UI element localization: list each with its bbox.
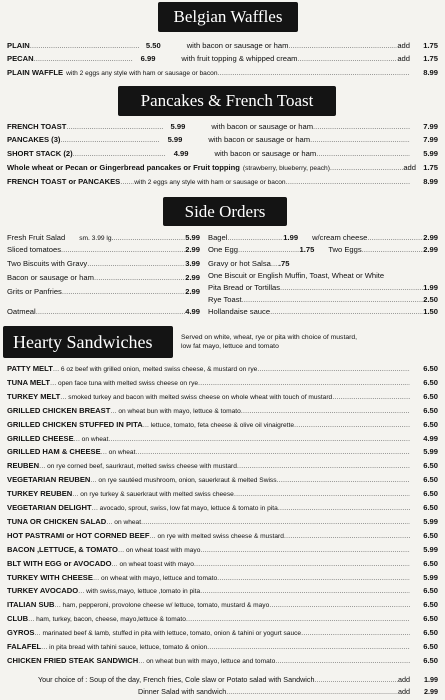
leader-dots — [110, 405, 116, 416]
sandwich-price: 6.50 — [423, 405, 438, 415]
leader-dots — [238, 244, 300, 255]
item-name: Pita Bread or Tortillas — [208, 283, 281, 292]
footer-price: 2.99 — [424, 687, 438, 696]
leader-dots — [39, 460, 45, 471]
leader-dots — [200, 544, 410, 555]
leader-dots — [36, 306, 186, 317]
subtitle-line: low fat mayo, lettuce and tomato — [181, 343, 279, 350]
leader-dots — [41, 641, 47, 652]
sandwich-price: 6.50 — [423, 600, 438, 610]
leader-dots — [73, 148, 167, 159]
sandwich-row — [7, 363, 438, 375]
item-extra: w/cream cheese — [312, 233, 368, 242]
sandwich-name: GRILLED CHICKEN BREAST — [7, 405, 111, 415]
item-price: 2.99 — [185, 273, 200, 282]
item-price: 1.75 — [299, 245, 315, 254]
sandwich-price: 6.50 — [423, 558, 438, 568]
sandwich-name: VEGETARIAN REUBEN — [7, 475, 91, 485]
add-label: add — [397, 54, 410, 63]
addon-price: 7.99 — [423, 122, 438, 131]
sandwich-desc: marinated beef & lamb, stuffed in pita with lettuce, tomato, onion & tahini or yogurt sauce — [42, 630, 302, 638]
leader-dots — [278, 502, 410, 513]
leader-dots — [314, 674, 398, 685]
sandwich-name: FALAFEL — [7, 642, 42, 651]
sandwich-desc: on wheat toast with mayo — [119, 560, 194, 568]
item-name: FRENCH TOAST — [7, 122, 67, 131]
sandwich-row — [7, 474, 438, 486]
addon-price: 5.99 — [423, 149, 438, 158]
leader-dots — [207, 641, 410, 652]
leader-dots — [61, 244, 185, 255]
sides-header — [163, 197, 287, 226]
leader-dots — [92, 502, 98, 513]
waffles-title: Belgian Waffles — [173, 7, 283, 26]
sandwich-name: GRILLED CHEESE — [7, 433, 74, 443]
leader-dots — [217, 572, 410, 583]
pancakes-header — [118, 86, 336, 116]
addon-price: 1.75 — [423, 41, 438, 50]
sandwich-price: 5.99 — [423, 544, 438, 554]
sandwich-row — [7, 391, 438, 403]
sandwich-price: 6.50 — [423, 475, 438, 485]
sandwich-row — [7, 405, 438, 417]
sandwich-row — [7, 446, 438, 458]
sandwich-name: VEGETARIAN DELIGHT — [7, 503, 92, 512]
footer-text: Your choice of : Soup of the day, French fries, Cole slaw or Potato salad with Sandwich — [38, 675, 315, 684]
item-price: 4.99 — [173, 149, 189, 158]
leader-dots — [367, 232, 423, 243]
sandwich-price: 4.99 — [423, 433, 438, 443]
sandwich-price: 6.50 — [423, 642, 438, 651]
leader-dots — [113, 232, 185, 243]
extra-price: 2.99 — [423, 245, 438, 254]
menu-row — [7, 40, 438, 51]
item-name: Grits or Panfries — [7, 287, 62, 296]
sandwiches-title: Hearty Sandwiches — [13, 332, 153, 352]
item-name: Bagel — [208, 233, 228, 242]
leader-dots — [118, 544, 124, 555]
leader-dots — [301, 627, 410, 638]
leader-dots — [198, 377, 410, 388]
sandwich-desc: ham, turkey, bacon, cheese, mayo,lettuce & tomato — [36, 616, 186, 624]
sandwich-desc: ham, pepperoni, provolone cheese w/ lettuce, tomato, mustard & mayo — [62, 602, 270, 610]
leader-dots — [28, 613, 34, 624]
leader-dots — [72, 488, 78, 499]
leader-dots — [280, 282, 423, 293]
extra-price: 2.99 — [423, 233, 439, 242]
sandwich-price: 6.50 — [423, 419, 438, 429]
sandwich-name: REUBEN — [7, 461, 40, 471]
add-label: add — [398, 675, 410, 684]
leader-dots — [60, 391, 66, 402]
leader-dots — [55, 599, 61, 610]
menu-row — [208, 244, 438, 255]
sandwich-row — [7, 502, 438, 514]
sandwich-price: 5.99 — [423, 572, 438, 582]
leader-dots — [316, 148, 410, 159]
item-price: 5.99 — [185, 233, 200, 242]
sandwich-desc: on rye corned beef, saurkraut, melted swiss cheese with mustard — [47, 463, 237, 471]
leader-dots — [60, 134, 160, 145]
leader-dots — [298, 53, 398, 64]
leader-dots — [108, 433, 410, 444]
item-price: 2.99 — [185, 287, 200, 296]
leader-dots — [217, 67, 410, 78]
sandwich-name: PATTY MELT — [7, 364, 53, 373]
sandwich-name: BLT WITH EGG or AVOCADO — [7, 558, 112, 568]
leader-dots — [50, 377, 56, 388]
leader-dots — [242, 294, 424, 305]
sandwich-price: 6.50 — [423, 614, 438, 624]
menu-row — [208, 306, 438, 317]
leader-dots — [194, 558, 410, 569]
item-extra: Two Eggs — [328, 245, 362, 254]
item-price: 5.50 — [145, 41, 161, 50]
leader-dots — [141, 516, 410, 527]
leader-dots — [30, 40, 139, 51]
sandwich-price: 6.50 — [423, 655, 438, 665]
sandwich-row — [7, 516, 438, 528]
item-name: One Egg — [208, 245, 238, 254]
sandwiches-subtitle — [181, 333, 441, 351]
subtitle-line: Served on white, wheat, rye or pita with choice of mustard, — [181, 334, 358, 341]
item-name: FRENCH TOAST or PANCAKES — [7, 177, 121, 186]
leader-dots — [234, 488, 410, 499]
leader-dots — [135, 446, 410, 457]
item-desc: with 2 eggs any style with ham or sausage or bacon — [134, 179, 286, 186]
sandwich-desc: on wheat — [108, 449, 136, 457]
sandwich-price: 6.50 — [423, 461, 438, 471]
leader-dots — [87, 258, 185, 269]
sandwich-desc: in pita bread with tahini sauce, lettuce, tomato & onion — [49, 644, 208, 651]
leader-dots — [74, 433, 80, 444]
sandwich-price: 6.50 — [423, 489, 438, 499]
item-name: Bacon or sausage or ham — [7, 273, 94, 282]
leader-dots — [111, 558, 117, 569]
item-price: 6.99 — [140, 54, 156, 63]
leader-dots — [66, 121, 163, 132]
item-extra: sm. 3.99 lg. — [79, 235, 114, 242]
sandwich-name: BACON ,LETTUCE, & TOMATO — [7, 544, 118, 554]
item-price: 8.99 — [423, 177, 438, 186]
sandwich-row — [7, 488, 438, 500]
item-addon: with bacon or sausage or ham — [214, 149, 317, 158]
sandwich-name: HOT PASTRAMI or HOT CORNED BEEF — [7, 530, 150, 540]
leader-dots — [288, 40, 397, 51]
leader-dots — [53, 363, 59, 374]
item-name: Sliced tomatoes — [7, 245, 62, 254]
item-addon: with bacon or sausage or ham — [186, 41, 289, 50]
item-name: Fresh Fruit Salad — [7, 233, 66, 242]
leader-dots — [332, 391, 410, 402]
leader-dots — [227, 232, 283, 243]
sandwich-price: 6.50 — [423, 628, 438, 638]
menu-row — [7, 272, 200, 283]
sandwich-desc: on wheat with mayo, lettuce and tomato — [100, 574, 218, 582]
item-name: One Biscuit or English Muffin, Toast, Wheat or White — [208, 271, 385, 280]
menu-row — [7, 67, 438, 79]
sandwich-desc: on rye with melted swiss cheese & mustard — [157, 532, 284, 540]
item-price: 1.99 — [283, 233, 299, 242]
item-price: 2.99 — [185, 245, 200, 254]
sandwich-name: GRILLED HAM & CHEESE — [7, 447, 101, 457]
sandwich-price: 6.50 — [423, 530, 438, 540]
item-name: PECAN — [7, 54, 34, 63]
footer-salad — [138, 686, 438, 697]
menu-row — [208, 294, 438, 305]
leader-dots — [269, 599, 410, 610]
waffles-header — [158, 2, 298, 32]
leader-dots — [93, 572, 99, 583]
item-name: Gravy or hot Salsa — [208, 259, 271, 268]
add-label: add — [397, 41, 410, 50]
menu-row — [7, 258, 200, 269]
sandwich-row — [7, 460, 438, 472]
sandwich-name: TURKEY REUBEN — [7, 489, 73, 499]
item-price: 3.99 — [185, 259, 200, 268]
leader-dots — [138, 655, 144, 666]
leader-dots — [149, 530, 155, 541]
sandwich-price: 6.50 — [423, 503, 438, 512]
sandwich-row — [7, 572, 438, 584]
footer-price: 1.99 — [424, 675, 438, 684]
leader-dots — [226, 686, 398, 697]
item-price: 5.99 — [167, 135, 183, 144]
sandwich-desc: on wheat bun with mayo, lettuce and tomato — [146, 657, 276, 665]
sandwiches-header — [3, 326, 173, 358]
leader-dots — [94, 272, 185, 283]
sandwich-price: 5.99 — [423, 516, 438, 526]
leader-dots — [101, 446, 107, 457]
item-price: 1.50 — [423, 307, 438, 316]
add-label: add — [398, 687, 410, 696]
add-label: add — [403, 163, 416, 172]
sandwich-price: 5.99 — [423, 447, 438, 457]
item-name: SHORT STACK (2) — [7, 149, 73, 158]
item-price: 2.50 — [423, 295, 438, 304]
item-name: Hollandaise sauce — [208, 307, 271, 316]
menu-row — [7, 162, 438, 174]
menu-row — [7, 53, 438, 64]
leader-dots — [271, 258, 279, 269]
sandwich-price: 6.50 — [423, 377, 438, 387]
footer-text: Dinner Salad with sandwich — [138, 687, 227, 696]
sandwich-desc: on wheat — [81, 435, 109, 443]
sandwich-name: TURKEY WITH CHEESE — [7, 572, 93, 582]
item-price: 8.99 — [423, 68, 438, 77]
sandwich-name: GRILLED CHICKEN STUFFED IN PITA — [7, 419, 143, 429]
leader-dots — [90, 474, 96, 485]
leader-dots — [277, 474, 410, 485]
addon-price: 1.75 — [423, 54, 438, 63]
leader-dots — [362, 244, 424, 255]
menu-row — [7, 232, 200, 244]
leader-dots — [310, 134, 410, 145]
sandwich-desc: lettuce, tomato, feta cheese & olive oil vinaigrette — [150, 421, 295, 429]
sandwich-row — [7, 419, 438, 431]
leader-dots — [241, 405, 410, 416]
menu-row — [7, 244, 200, 255]
sandwich-row — [7, 530, 438, 542]
leader-dots — [313, 121, 410, 132]
sandwich-desc: with swiss,mayo, lettuce ,tomato in pita — [86, 588, 201, 596]
item-name: PLAIN WAFFLE — [7, 68, 64, 77]
sandwich-price: 6.50 — [423, 364, 438, 373]
leader-dots — [294, 419, 410, 430]
leader-dots — [143, 419, 149, 430]
sandwich-desc: on rye sautéed mushroom, onion, sauerkraut & melted Swiss — [98, 477, 277, 485]
sandwich-row — [7, 613, 438, 625]
leader-dots — [257, 363, 410, 374]
menu-row — [7, 148, 438, 159]
item-price: 5.99 — [170, 122, 186, 131]
addon-price: 7.99 — [423, 135, 438, 144]
leader-dots — [120, 176, 134, 187]
sandwich-row — [7, 655, 438, 667]
sandwich-desc: avocado, sprout, swiss, low fat mayo, lettuce & tomato in pita — [99, 505, 278, 512]
menu-row — [208, 232, 438, 243]
sandwich-row — [7, 377, 438, 389]
leader-dots — [237, 460, 410, 471]
menu-row — [7, 134, 438, 145]
footer-choice — [38, 674, 438, 685]
item-name: Oatmeal — [7, 307, 36, 316]
menu-row — [7, 286, 200, 297]
sides-title: Side Orders — [184, 202, 266, 221]
sandwich-row — [7, 558, 438, 570]
sandwich-desc: on wheat toast with mayo — [125, 546, 201, 554]
leader-dots — [330, 162, 403, 173]
menu-row — [7, 176, 438, 188]
sandwich-name: GYROS — [7, 628, 35, 638]
item-price: 4.99 — [185, 307, 200, 316]
leader-dots — [284, 530, 410, 541]
sandwich-name: TUNA OR CHICKEN SALAD — [7, 516, 107, 526]
pancakes-title: Pancakes & French Toast — [140, 91, 314, 110]
sandwich-row — [7, 641, 438, 653]
sandwich-price: 6.50 — [423, 586, 438, 596]
leader-dots — [62, 286, 185, 297]
leader-dots — [34, 627, 40, 638]
sandwich-desc: on wheat — [114, 518, 142, 526]
sandwich-name: CHICKEN FRIED STEAK SANDWICH — [7, 655, 139, 665]
sandwich-desc: on rye turkey & sauerkraut with melted swiss cheese — [80, 491, 234, 499]
sandwich-price: 6.50 — [423, 391, 438, 401]
leader-dots — [286, 176, 410, 187]
sandwich-desc: 6 oz beef with grilled onion, melted swiss cheese, & mustard on rye — [60, 366, 258, 373]
sandwich-row — [7, 433, 438, 445]
menu-row — [208, 270, 438, 281]
sandwich-row — [7, 544, 438, 556]
item-name: PANCAKES (3) — [7, 135, 61, 144]
sandwich-name: CLUB — [7, 614, 29, 624]
item-addon: with bacon or sausage or ham — [211, 122, 314, 131]
item-price: .75 — [278, 259, 290, 268]
item-desc: with 2 eggs any style with ham or sausage or bacon — [66, 70, 218, 77]
item-note: (strawberry, blueberry, peach) — [242, 165, 330, 172]
leader-dots — [106, 516, 112, 527]
item-addon: with fruit topping & whipped cream — [181, 54, 298, 63]
leader-dots — [270, 306, 423, 317]
item-name: Two Biscuits with Gravy — [7, 259, 88, 268]
sandwich-row — [7, 599, 438, 611]
leader-dots — [186, 613, 410, 624]
sandwich-name: TUNA MELT — [7, 377, 51, 387]
item-addon: with bacon or sausage or ham — [208, 135, 311, 144]
leader-dots — [78, 585, 84, 596]
item-price: 1.75 — [423, 163, 438, 172]
menu-row — [208, 282, 438, 293]
item-name: PLAIN — [7, 41, 30, 50]
sandwich-row — [7, 627, 438, 639]
sandwich-name: TURKEY AVOCADO — [7, 586, 79, 596]
item-price: 1.99 — [423, 283, 438, 292]
sandwich-name: TURKEY MELT — [7, 391, 61, 401]
menu-row — [7, 121, 438, 132]
sandwich-desc: smoked turkey and bacon with melted swiss cheese on whole wheat with touch of mustard — [68, 393, 333, 401]
sandwich-desc: open face tuna with melted swiss cheese on rye — [58, 379, 199, 387]
item-name: Whole wheat or Pecan or Gingerbread pancakes or Fruit topping — [7, 163, 240, 172]
sandwich-desc: on wheat bun with mayo, lettuce & tomato — [118, 407, 241, 415]
menu-row — [208, 258, 438, 269]
item-name: Rye Toast — [208, 295, 242, 304]
leader-dots — [275, 655, 410, 666]
leader-dots — [200, 585, 410, 596]
leader-dots — [34, 53, 134, 64]
sandwich-name: ITALIAN SUB — [7, 600, 55, 610]
sandwich-row — [7, 585, 438, 597]
menu-row — [7, 306, 200, 317]
